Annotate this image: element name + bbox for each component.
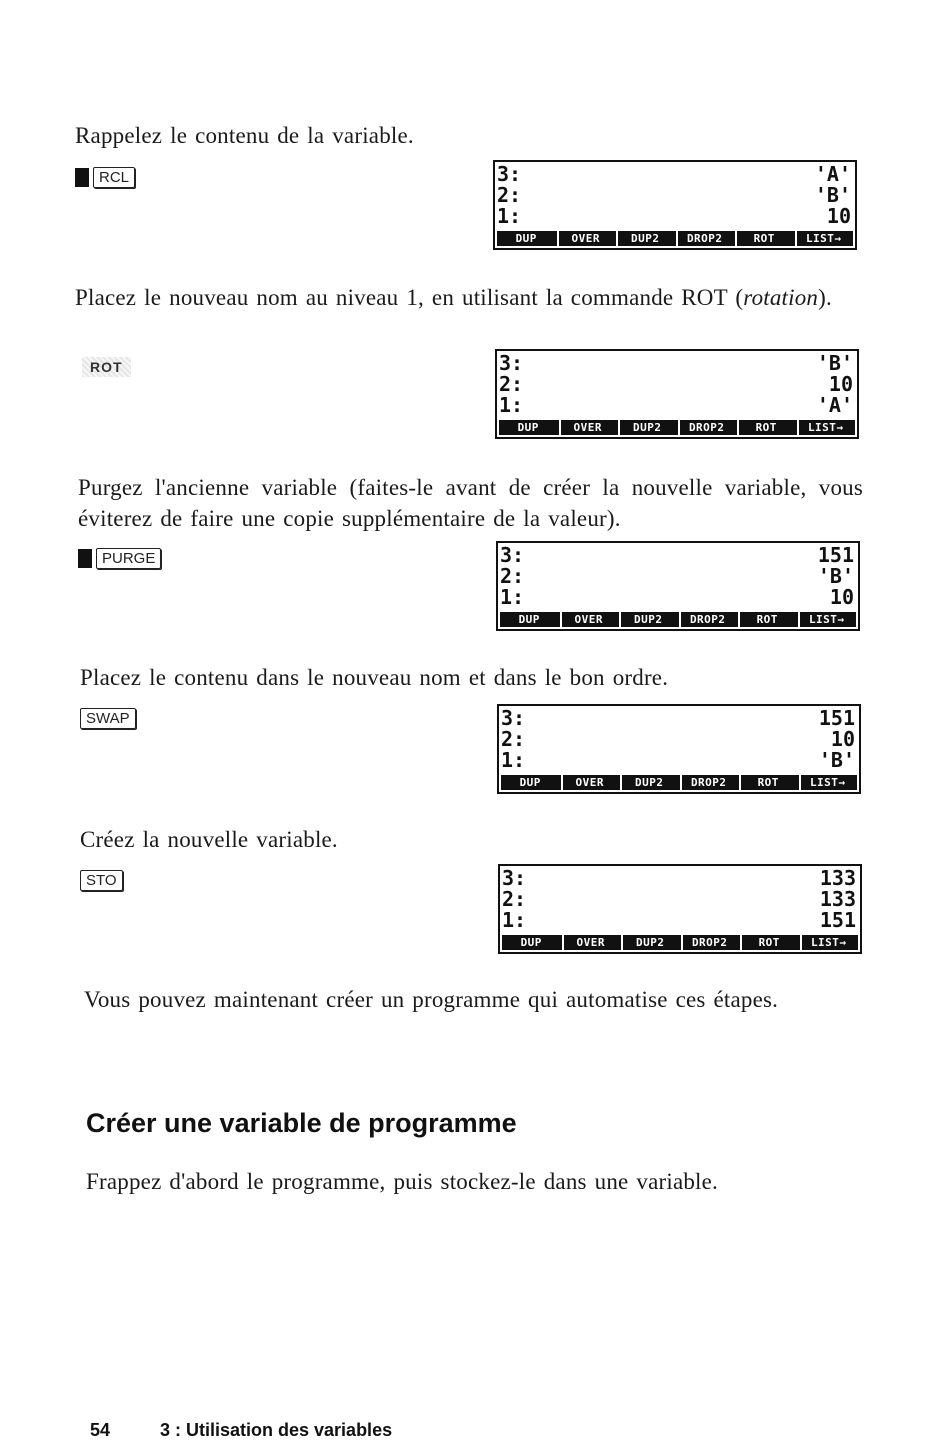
menu-over: OVER — [561, 775, 618, 790]
chapter-title: 3 : Utilisation des variables — [160, 1420, 393, 1440]
menu-rot: ROT — [735, 231, 792, 246]
menu-drop2: DROP2 — [679, 612, 736, 627]
stack-level-1: 1: 10 — [497, 204, 851, 228]
menu-rot: ROT — [740, 935, 797, 950]
menu-drop2: DROP2 — [678, 420, 735, 435]
shift-key-icon — [78, 549, 92, 568]
page-number: 54 — [90, 1420, 111, 1440]
step-3-screen — [496, 541, 860, 631]
stack-level-2: 2: 10 — [501, 727, 855, 751]
menu-list: LIST→ — [800, 935, 857, 950]
stack-level-2: 2: 133 — [502, 887, 856, 911]
step-1-screen — [493, 160, 857, 250]
menu-dup: DUP — [518, 613, 540, 626]
menu-dup2: DUP2 — [620, 775, 677, 790]
step-1-text: Rappelez le contenu de la variable. — [75, 123, 414, 148]
softkey-menu — [502, 935, 858, 950]
menu-over: OVER — [560, 612, 617, 627]
menu-dup2: DUP2 — [621, 935, 678, 950]
menu-over: OVER — [559, 420, 616, 435]
menu-list: LIST→ — [799, 775, 856, 790]
purge-key: PURGE — [96, 548, 161, 569]
stack-level-3: 3: 'A' — [497, 162, 851, 186]
step-5-screen — [498, 864, 862, 954]
step-4-screen — [497, 704, 861, 794]
menu-over: OVER — [562, 935, 619, 950]
shift-key-icon — [75, 168, 89, 187]
step-2-key — [82, 357, 131, 377]
step-2-text: Placez le nouveau nom au niveau 1, en utilisant la commande ROT (rotation). — [75, 285, 832, 310]
menu-list: LIST→ — [797, 420, 854, 435]
menu-rot: ROT — [737, 420, 794, 435]
menu-dup: DUP — [520, 936, 542, 949]
stack-level-1: 1: 151 — [502, 908, 856, 932]
menu-over: OVER — [557, 231, 614, 246]
step-5-text: Créez la nouvelle variable. — [80, 827, 338, 852]
stack-level-1: 1: 'A' — [499, 393, 853, 417]
menu-dup2: DUP2 — [616, 231, 673, 246]
step-3-text: Purgez l'ancienne variable (faites-le avant de créer la nouvelle variable, vous éviterez de faire une copie supplémentaire de la valeur). — [78, 475, 863, 531]
section-intro: Frappez d'abord le programme, puis stockez-le dans une variable. — [86, 1169, 718, 1194]
stack-level-1: 1: 10 — [500, 585, 854, 609]
rot-softkey: ROT — [82, 357, 131, 377]
swap-key: SWAP — [80, 708, 136, 729]
closing-text: Vous pouvez maintenant créer un programme qui automatise ces étapes. — [84, 987, 779, 1012]
softkey-menu — [497, 231, 853, 246]
step-3-key — [78, 548, 161, 569]
section-heading: Créer une variable de programme — [86, 1108, 517, 1138]
menu-drop2: DROP2 — [676, 231, 733, 246]
menu-drop2: DROP2 — [680, 775, 737, 790]
stack-level-2: 2: 'B' — [500, 564, 854, 588]
stack-level-3: 3: 151 — [500, 543, 854, 567]
menu-drop2: DROP2 — [681, 935, 738, 950]
stack-level-2: 2: 10 — [499, 372, 853, 396]
step-4-text: Placez le contenu dans le nouveau nom et dans le bon ordre. — [80, 665, 669, 690]
step-2-screen — [495, 349, 859, 439]
menu-dup: DUP — [519, 776, 541, 789]
rcl-key: RCL — [93, 167, 135, 188]
softkey-menu — [500, 612, 856, 627]
sto-key: STO — [80, 870, 123, 891]
menu-list: LIST→ — [798, 612, 855, 627]
softkey-menu — [501, 775, 857, 790]
softkey-menu — [499, 420, 855, 435]
menu-dup2: DUP2 — [618, 420, 675, 435]
stack-level-3: 3: 'B' — [499, 351, 853, 375]
stack-level-2: 2: 'B' — [497, 183, 851, 207]
menu-rot: ROT — [738, 612, 795, 627]
step-4-key — [80, 708, 136, 729]
step-1-key — [75, 167, 135, 188]
menu-rot: ROT — [739, 775, 796, 790]
menu-dup: DUP — [515, 232, 537, 245]
stack-level-1: 1: 'B' — [501, 748, 855, 772]
menu-dup2: DUP2 — [619, 612, 676, 627]
step-5-key — [80, 870, 123, 891]
stack-level-3: 3: 133 — [502, 866, 856, 890]
menu-dup: DUP — [517, 421, 539, 434]
stack-level-3: 3: 151 — [501, 706, 855, 730]
menu-list: LIST→ — [795, 231, 852, 246]
